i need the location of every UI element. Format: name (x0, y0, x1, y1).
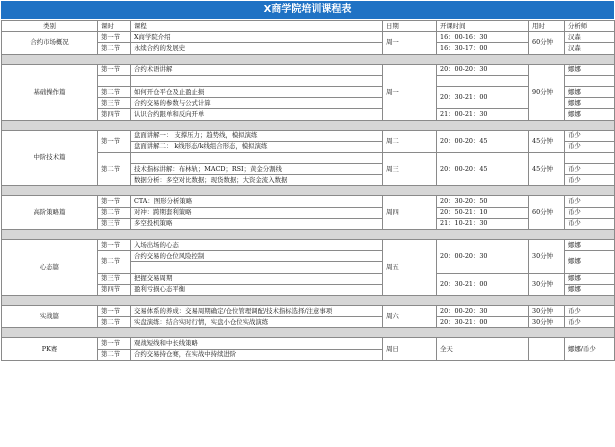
date-cell: 周二 (383, 130, 437, 152)
analyst-cell: 币少 (565, 175, 615, 186)
time-cell: 20：00-20：45 (437, 130, 529, 152)
course-cell: 入场出场的心态 (131, 240, 383, 251)
course-cell: 盘面讲解二： k线形态/k线组合形态，模拟演练 (131, 141, 383, 152)
analyst-cell: 币少 (565, 207, 615, 218)
course-cell: 合约术语讲解 (131, 64, 383, 75)
table-row (2, 130, 615, 141)
analyst-cell: 币少 (565, 164, 615, 175)
table-row (2, 338, 615, 349)
session-cell: 第一节 (98, 305, 131, 316)
analyst-cell: 币少 (565, 141, 615, 152)
header-category: 类别 (2, 21, 98, 32)
course-cell: 交易体系的养成：交易周期确定/仓位管理调配/技术指标选择/注意事项 (131, 305, 383, 316)
session-cell: 第三节 (98, 98, 131, 109)
date-cell: 周四 (383, 196, 437, 230)
time-cell: 20：30-20：50 (437, 196, 529, 207)
table-row (2, 64, 615, 75)
time-cell: 20：30-21：00 (437, 86, 529, 108)
separator-row (2, 328, 615, 338)
time-cell: 20：30-21：00 (437, 317, 529, 328)
session-cell: 第四节 (98, 284, 131, 295)
header-time: 开课时间 (437, 21, 529, 32)
course-cell: CTA：图形分析策略 (131, 196, 383, 207)
session-cell: 第三节 (98, 273, 131, 284)
duration-cell: 30分钟 (529, 240, 565, 274)
course-cell: 技术指标讲解：布林轨；MACD；RSI；黄金分割线 (131, 164, 383, 175)
analyst-cell: 币少 (565, 130, 615, 141)
course-cell: X商学院介绍 (131, 32, 383, 43)
header-date: 日期 (383, 21, 437, 32)
duration-cell (529, 338, 565, 360)
date-cell: 周日 (383, 338, 437, 360)
category-cell: 实战篇 (2, 305, 98, 327)
analyst-cell: 娜娜 (565, 240, 615, 251)
duration-cell: 60分钟 (529, 32, 565, 54)
analyst-cell: 币少 (565, 317, 615, 328)
header-duration: 用时 (529, 21, 565, 32)
course-cell: 实盘演练：结合实时行情，实盘小仓位实战演练 (131, 317, 383, 328)
time-cell: 20：00-20：30 (437, 64, 529, 75)
analyst-cell: 币少 (565, 196, 615, 207)
separator-row (2, 120, 615, 130)
header-course: 课程 (131, 21, 383, 32)
course-cell (131, 262, 383, 273)
table-row (2, 240, 615, 251)
course-cell (131, 75, 383, 86)
duration-cell: 30分钟 (529, 305, 565, 316)
date-cell: 周六 (383, 305, 437, 327)
analyst-cell: 娜娜 (565, 109, 615, 120)
time-cell: 16：00-16：30 (437, 32, 529, 43)
time-cell: 20：00-20：30 (437, 240, 529, 274)
category-cell: PK赛 (2, 338, 98, 360)
session-cell: 第四节 (98, 109, 131, 120)
time-cell: 21：10-21：30 (437, 218, 529, 229)
header-row (2, 21, 615, 32)
analyst-cell: 币少 (565, 305, 615, 316)
session-cell: 第二节 (98, 317, 131, 328)
course-cell: 数据分析：多空对比数据；现货数据；大资金流入数据 (131, 175, 383, 186)
duration-cell: 60分钟 (529, 196, 565, 230)
table-row (2, 32, 615, 43)
schedule-table (1, 20, 615, 361)
header-analyst: 分析师 (565, 21, 615, 32)
session-cell: 第一节 (98, 32, 131, 43)
analyst-cell: 币少 (565, 218, 615, 229)
analyst-cell: 娜娜/币少 (565, 338, 615, 360)
course-cell: 观战短线和中长线策略 (131, 338, 383, 349)
analyst-cell: 汉森 (565, 43, 615, 54)
course-cell: 多空投机策略 (131, 218, 383, 229)
category-cell: 中阶技术篇 (2, 130, 98, 186)
category-cell: 基础操作篇 (2, 64, 98, 120)
analyst-cell: 娜娜 (565, 98, 615, 109)
time-cell: 16：30-17：00 (437, 43, 529, 54)
course-cell: 盈利亏损心态平衡 (131, 284, 383, 295)
date-cell: 周三 (383, 152, 437, 186)
duration-cell: 45分钟 (529, 152, 565, 186)
duration-cell: 45分钟 (529, 130, 565, 152)
analyst-cell: 娜娜 (565, 273, 615, 284)
date-cell: 周一 (383, 64, 437, 120)
analyst-cell (565, 75, 615, 86)
session-cell: 第二节 (98, 251, 131, 273)
session-cell: 第一节 (98, 64, 131, 75)
session-cell: 第一节 (98, 196, 131, 207)
course-cell: 盘面讲解一： 支撑压力；趋势线，模拟演练 (131, 130, 383, 141)
course-cell: 合约交易的参数与公式计算 (131, 98, 383, 109)
session-cell: 第三节 (98, 218, 131, 229)
course-cell: 认识合约跟单和反向开单 (131, 109, 383, 120)
time-cell: 20：00-20：45 (437, 152, 529, 186)
analyst-cell: 娜娜 (565, 284, 615, 295)
session-cell: 第一节 (98, 130, 131, 152)
time-cell: 全天 (437, 338, 529, 360)
analyst-cell: 汉森 (565, 32, 615, 43)
course-cell: 永续合约的发展史 (131, 43, 383, 54)
category-cell: 高阶策略篇 (2, 196, 98, 230)
table-row (2, 305, 615, 316)
date-cell: 周五 (383, 240, 437, 296)
duration-cell: 30分钟 (529, 317, 565, 328)
course-cell: 对冲：跨期套利策略 (131, 207, 383, 218)
category-cell: 心态篇 (2, 240, 98, 296)
analyst-cell: 娜娜 (565, 86, 615, 97)
course-cell: 如何开仓平仓及止盈止损 (131, 86, 383, 97)
session-cell: 第二节 (98, 86, 131, 97)
session-cell (98, 75, 131, 86)
course-cell: 合约交易的仓位风险控制 (131, 251, 383, 262)
separator-row (2, 186, 615, 196)
sheet-title: X商学院培训课程表 (1, 1, 614, 19)
session-cell: 第二节 (98, 349, 131, 360)
session-cell: 第一节 (98, 338, 131, 349)
time-cell: 20：30-21：00 (437, 273, 529, 295)
time-cell: 20：00-20：30 (437, 305, 529, 316)
separator-row (2, 295, 615, 305)
analyst-cell: 娜娜 (565, 64, 615, 75)
session-cell: 第二节 (98, 152, 131, 186)
table-row (2, 196, 615, 207)
session-cell: 第一节 (98, 240, 131, 251)
session-cell: 第二节 (98, 207, 131, 218)
analyst-cell: 娜娜 (565, 251, 615, 273)
duration-cell: 90分钟 (529, 64, 565, 120)
time-cell: 20：50-21：10 (437, 207, 529, 218)
session-cell: 第二节 (98, 43, 131, 54)
analyst-cell (565, 152, 615, 163)
course-cell: 把握交易周期 (131, 273, 383, 284)
course-cell (131, 152, 383, 163)
category-cell: 合约市场概况 (2, 32, 98, 54)
time-cell: 21：00-21：30 (437, 109, 529, 120)
separator-row (2, 54, 615, 64)
course-cell: 合约交易持仓赛，在实战中持续进阶 (131, 349, 383, 360)
date-cell: 周一 (383, 32, 437, 54)
header-session: 课时 (98, 21, 131, 32)
time-cell (437, 75, 529, 86)
duration-cell: 30分钟 (529, 273, 565, 295)
separator-row (2, 230, 615, 240)
